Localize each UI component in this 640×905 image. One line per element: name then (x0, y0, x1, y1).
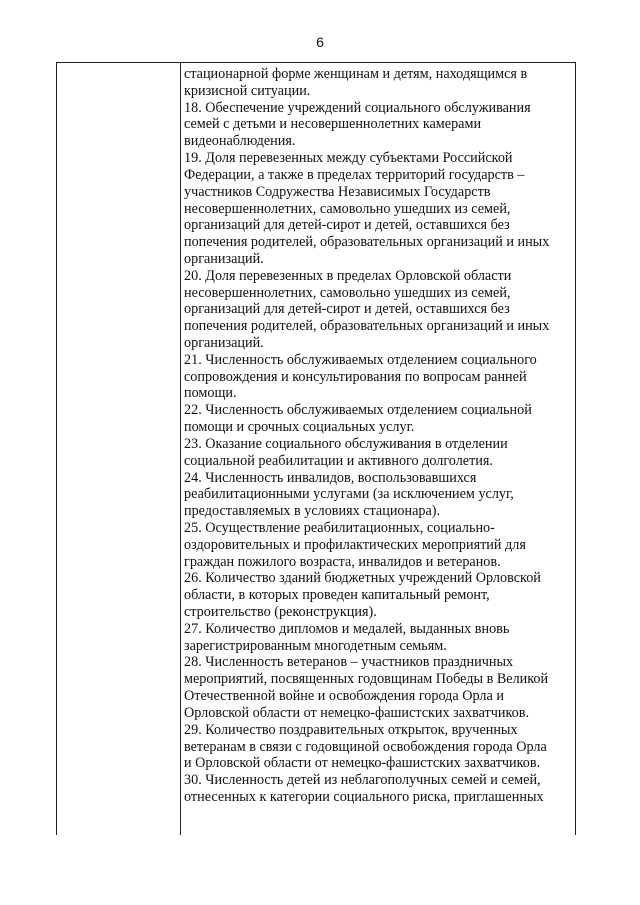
text-line: участников Содружества Независимых Государств (184, 183, 491, 200)
text-line: 25. Осуществление реабилитационных, социально- (184, 519, 495, 536)
text-line: Орловской области от немецко-фашистских захватчиков. (184, 704, 529, 721)
text-line: организаций. (184, 335, 264, 351)
text-line: видеонаблюдения. (184, 133, 296, 150)
text-line: 23. Оказание социального обслуживания в отделении (184, 435, 508, 452)
text-line: организаций. (184, 250, 264, 267)
text-line: 24. Численность инвалидов, воспользовавшихся (184, 469, 477, 486)
text-line: реабилитационными услугами (за исключением услуг, (184, 486, 514, 503)
text-line: 22. Численность обслуживаемых отделением социальной (184, 402, 532, 419)
text-line: сопровождения и консультирования по вопросам ранней (184, 368, 527, 385)
text-line: кризисной ситуации. (184, 82, 311, 99)
text-line: попечения родителей, образовательных организаций и иных (184, 318, 550, 335)
text-line: зарегистрированным многодетным семьям. (184, 637, 447, 654)
text-line: 18. Обеспечение учреждений социального обслуживания (184, 99, 531, 116)
text-line: 27. Количество дипломов и медалей, выданных вновь (184, 620, 510, 637)
text-line: предоставляемых в условиях стационара). (184, 503, 441, 520)
text-line: строительство (реконструкция). (184, 604, 377, 620)
text-line: семей с детьми и несовершеннолетних камерами (184, 116, 482, 133)
text-line: отнесенных к категории социального риска, приглашенных (184, 788, 544, 805)
text-line: оздоровительных и профилактических мероприятий для (184, 536, 526, 553)
text-line: 29. Количество поздравительных открыток, врученных (184, 721, 518, 738)
text-line: помощи. (184, 385, 237, 402)
page-number: 6 (316, 34, 324, 50)
table-right-column (181, 63, 575, 835)
text-line: 30. Численность детей из неблагополучных семей и семей, (184, 772, 541, 789)
text-line: 21. Численность обслуживаемых отделением социального (184, 351, 537, 368)
text-line: 20. Доля перевезенных в пределах Орловской области (184, 267, 512, 284)
text-line: социальной реабилитации и активного долголетия. (184, 452, 493, 469)
text-line: 26. Количество зданий бюджетных учреждений Орловской (184, 570, 541, 587)
table-left-column (57, 63, 181, 835)
text-line: и Орловской области от немецко-фашистских захватчиков. (184, 755, 541, 772)
text-line: 19. Доля перевезенных между субъектами Российской (184, 150, 513, 167)
text-line: помощи и срочных социальных услуг. (184, 419, 415, 436)
text-line: Федерации, а также в пределах территорий государств – (184, 166, 525, 183)
text-line: попечения родителей, образовательных организаций и иных (184, 234, 550, 251)
text-line: граждан пожилого возраста, инвалидов и ветеранов. (184, 553, 501, 570)
text-line: 28. Численность ветеранов – участников праздничных (184, 654, 514, 671)
text-line: области, в которых проведен капитальный ремонт, (184, 587, 490, 604)
text-line: Отечественной войне и освобождения города Орла и (184, 688, 504, 705)
text-line: стационарной форме женщинам и детям, находящимся в (184, 66, 528, 82)
text-line: организаций для детей-сирот и детей, оставшихся без (184, 217, 510, 234)
document-table (56, 62, 576, 835)
text-line: несовершеннолетних, самовольно ушедших из семей, (184, 284, 511, 301)
text-line: мероприятий, посвященных годовщинам Победы в Великой (184, 671, 549, 688)
text-line: организаций для детей-сирот и детей, оставшихся без (184, 301, 510, 318)
text-line: ветеранам в связи с годовщиной освобождения города Орла (184, 738, 547, 755)
text-line: несовершеннолетних, самовольно ушедших из семей, (184, 200, 511, 217)
